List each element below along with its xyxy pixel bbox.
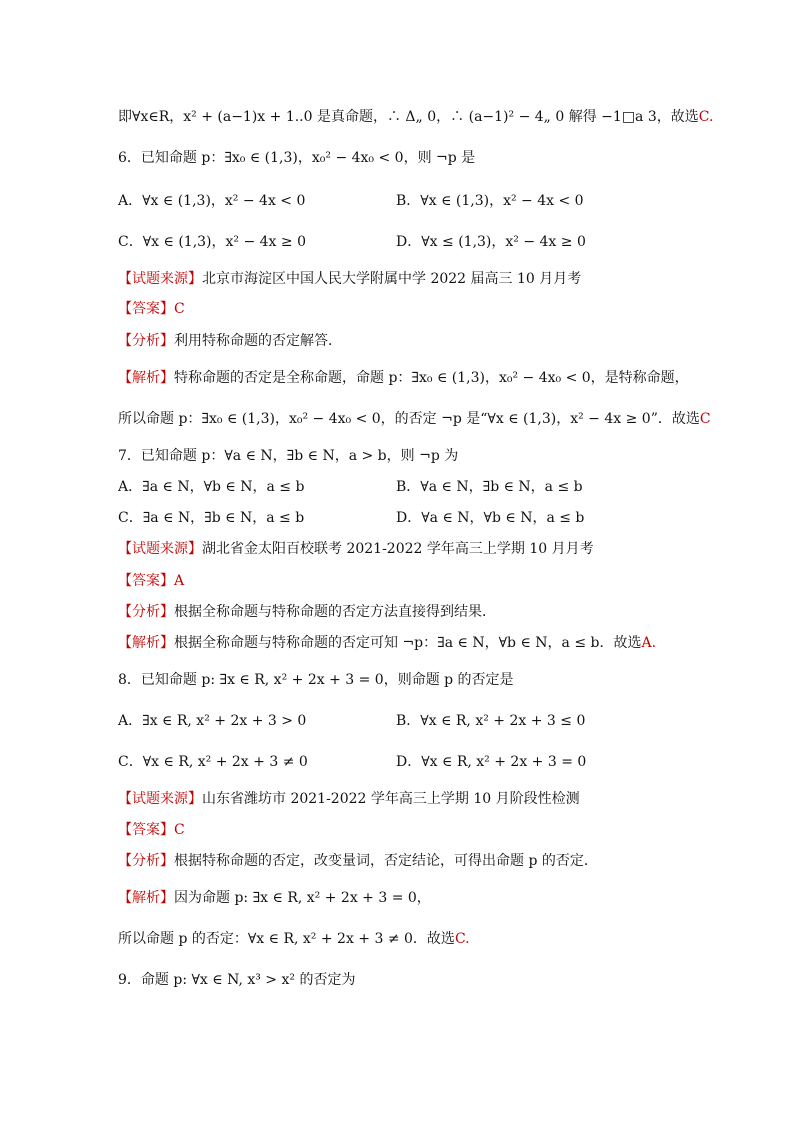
answer-value: C <box>174 301 185 317</box>
analysis-tag: 【分析】 <box>118 853 174 869</box>
q8-source <box>118 790 580 808</box>
q8-solution-2 <box>118 930 470 948</box>
question-9: 9．命题 p: ∀x ∈ N, x³ > x² 的否定为 <box>118 972 356 988</box>
analysis-tag: 【分析】 <box>118 333 174 349</box>
q8-option-b: B．∀x ∈ R, x² + 2x + 3 ≤ 0 <box>396 713 586 729</box>
solution-tag: 【解析】 <box>118 635 174 651</box>
q7-analysis <box>118 603 496 621</box>
q6-analysis <box>118 332 342 350</box>
q8-option-c: C．∀x ∈ R, x² + 2x + 3 ≠ 0 <box>118 754 308 770</box>
q6-option-c: C．∀x ∈ (1,3)，x² − 4x ≥ 0 <box>118 234 306 250</box>
solution-tag: 【解析】 <box>118 890 174 906</box>
answer-value: C <box>174 822 185 838</box>
solution-continuation <box>118 108 713 126</box>
source-text: 山东省潍坊市 2021-2022 学年高三上学期 10 月阶段性检测 <box>202 791 580 807</box>
analysis-text: 根据全称命题与特称命题的否定方法直接得到结果． <box>174 604 496 620</box>
source-tag: 【试题来源】 <box>118 541 202 557</box>
q7-answer <box>118 572 184 590</box>
answer-choice: C. <box>698 109 714 125</box>
q7-option-b: B．∀a ∈ N，∃b ∈ N，a ≤ b <box>396 479 583 495</box>
q6-answer <box>118 300 185 318</box>
solution-text: 所以命题 p：∃x₀ ∈ (1,3)，x₀² − 4x₀ < 0，的否定 ¬p 是“∀x ∈ (1,3)，x² − 4x ≥ 0”．故选 <box>118 411 700 427</box>
q6-solution <box>118 369 689 387</box>
question-8: 8．已知命题 p: ∃x ∈ R, x² + 2x + 3 = 0，则命题 p 的否定是 <box>118 672 514 688</box>
answer-choice: C <box>699 411 711 427</box>
q8-analysis <box>118 852 598 870</box>
q7-option-c: C．∃a ∈ N，∃b ∈ N，a ≤ b <box>118 510 305 526</box>
q8-solution <box>118 889 431 907</box>
answer-choice: A. <box>641 635 657 651</box>
answer-tag: 【答案】 <box>118 822 174 838</box>
solution-text: 所以命题 p 的否定：∀x ∈ R, x² + 2x + 3 ≠ 0．故选 <box>118 931 455 947</box>
answer-tag: 【答案】 <box>118 301 174 317</box>
q8-answer <box>118 821 185 839</box>
q6-option-a: A．∀x ∈ (1,3)，x² − 4x < 0 <box>118 193 306 209</box>
q8-option-a: A．∃x ∈ R, x² + 2x + 3 > 0 <box>118 713 307 729</box>
q6-solution-2 <box>118 410 711 428</box>
answer-value: A <box>174 573 185 589</box>
q8-option-d: D．∀x ∈ R, x² + 2x + 3 = 0 <box>396 754 587 770</box>
q6-option-b: B．∀x ∈ (1,3)，x² − 4x < 0 <box>396 193 584 209</box>
question-7: 7．已知命题 p：∀a ∈ N，∃b ∈ N，a > b，则 ¬p 为 <box>118 448 459 464</box>
q7-option-a: A．∃a ∈ N，∀b ∈ N，a ≤ b <box>118 479 305 495</box>
analysis-text: 根据特称命题的否定，改变量词，否定结论，可得出命题 p 的否定． <box>174 853 598 869</box>
analysis-text: 利用特称命题的否定解答． <box>174 333 342 349</box>
q7-source <box>118 540 594 558</box>
question-6: 6．已知命题 p：∃x₀ ∈ (1,3)，x₀² − 4x₀ < 0，则 ¬p 是 <box>118 150 476 166</box>
solution-text: 因为命题 p: ∃x ∈ R, x² + 2x + 3 = 0， <box>174 890 431 906</box>
answer-choice: C. <box>454 931 470 947</box>
q7-option-d: D．∀a ∈ N，∀b ∈ N，a ≤ b <box>396 510 585 526</box>
solution-text: 根据全称命题与特称命题的否定可知 ¬p：∃a ∈ N，∀b ∈ N，a ≤ b．故选 <box>174 635 642 651</box>
text: 即∀x∈R，x² + (a−1)x + 1..0 是真命题，∴ Δ„ 0，∴ (a−1)² − 4„ 0 解得 −1□a 3，故选 <box>118 109 699 125</box>
source-text: 北京市海淀区中国人民大学附属中学 2022 届高三 10 月月考 <box>202 271 582 287</box>
solution-text: 特称命题的否定是全称命题，命题 p：∃x₀ ∈ (1,3)，x₀² − 4x₀ < 0，是特称命题， <box>174 370 689 386</box>
source-tag: 【试题来源】 <box>118 271 202 287</box>
q7-solution <box>118 634 656 652</box>
analysis-tag: 【分析】 <box>118 604 174 620</box>
answer-tag: 【答案】 <box>118 573 174 589</box>
source-tag: 【试题来源】 <box>118 791 202 807</box>
q6-option-d: D．∀x ≤ (1,3)，x² − 4x ≥ 0 <box>396 234 586 250</box>
solution-tag: 【解析】 <box>118 370 174 386</box>
q6-source <box>118 270 581 288</box>
source-text: 湖北省金太阳百校联考 2021-2022 学年高三上学期 10 月月考 <box>202 541 594 557</box>
